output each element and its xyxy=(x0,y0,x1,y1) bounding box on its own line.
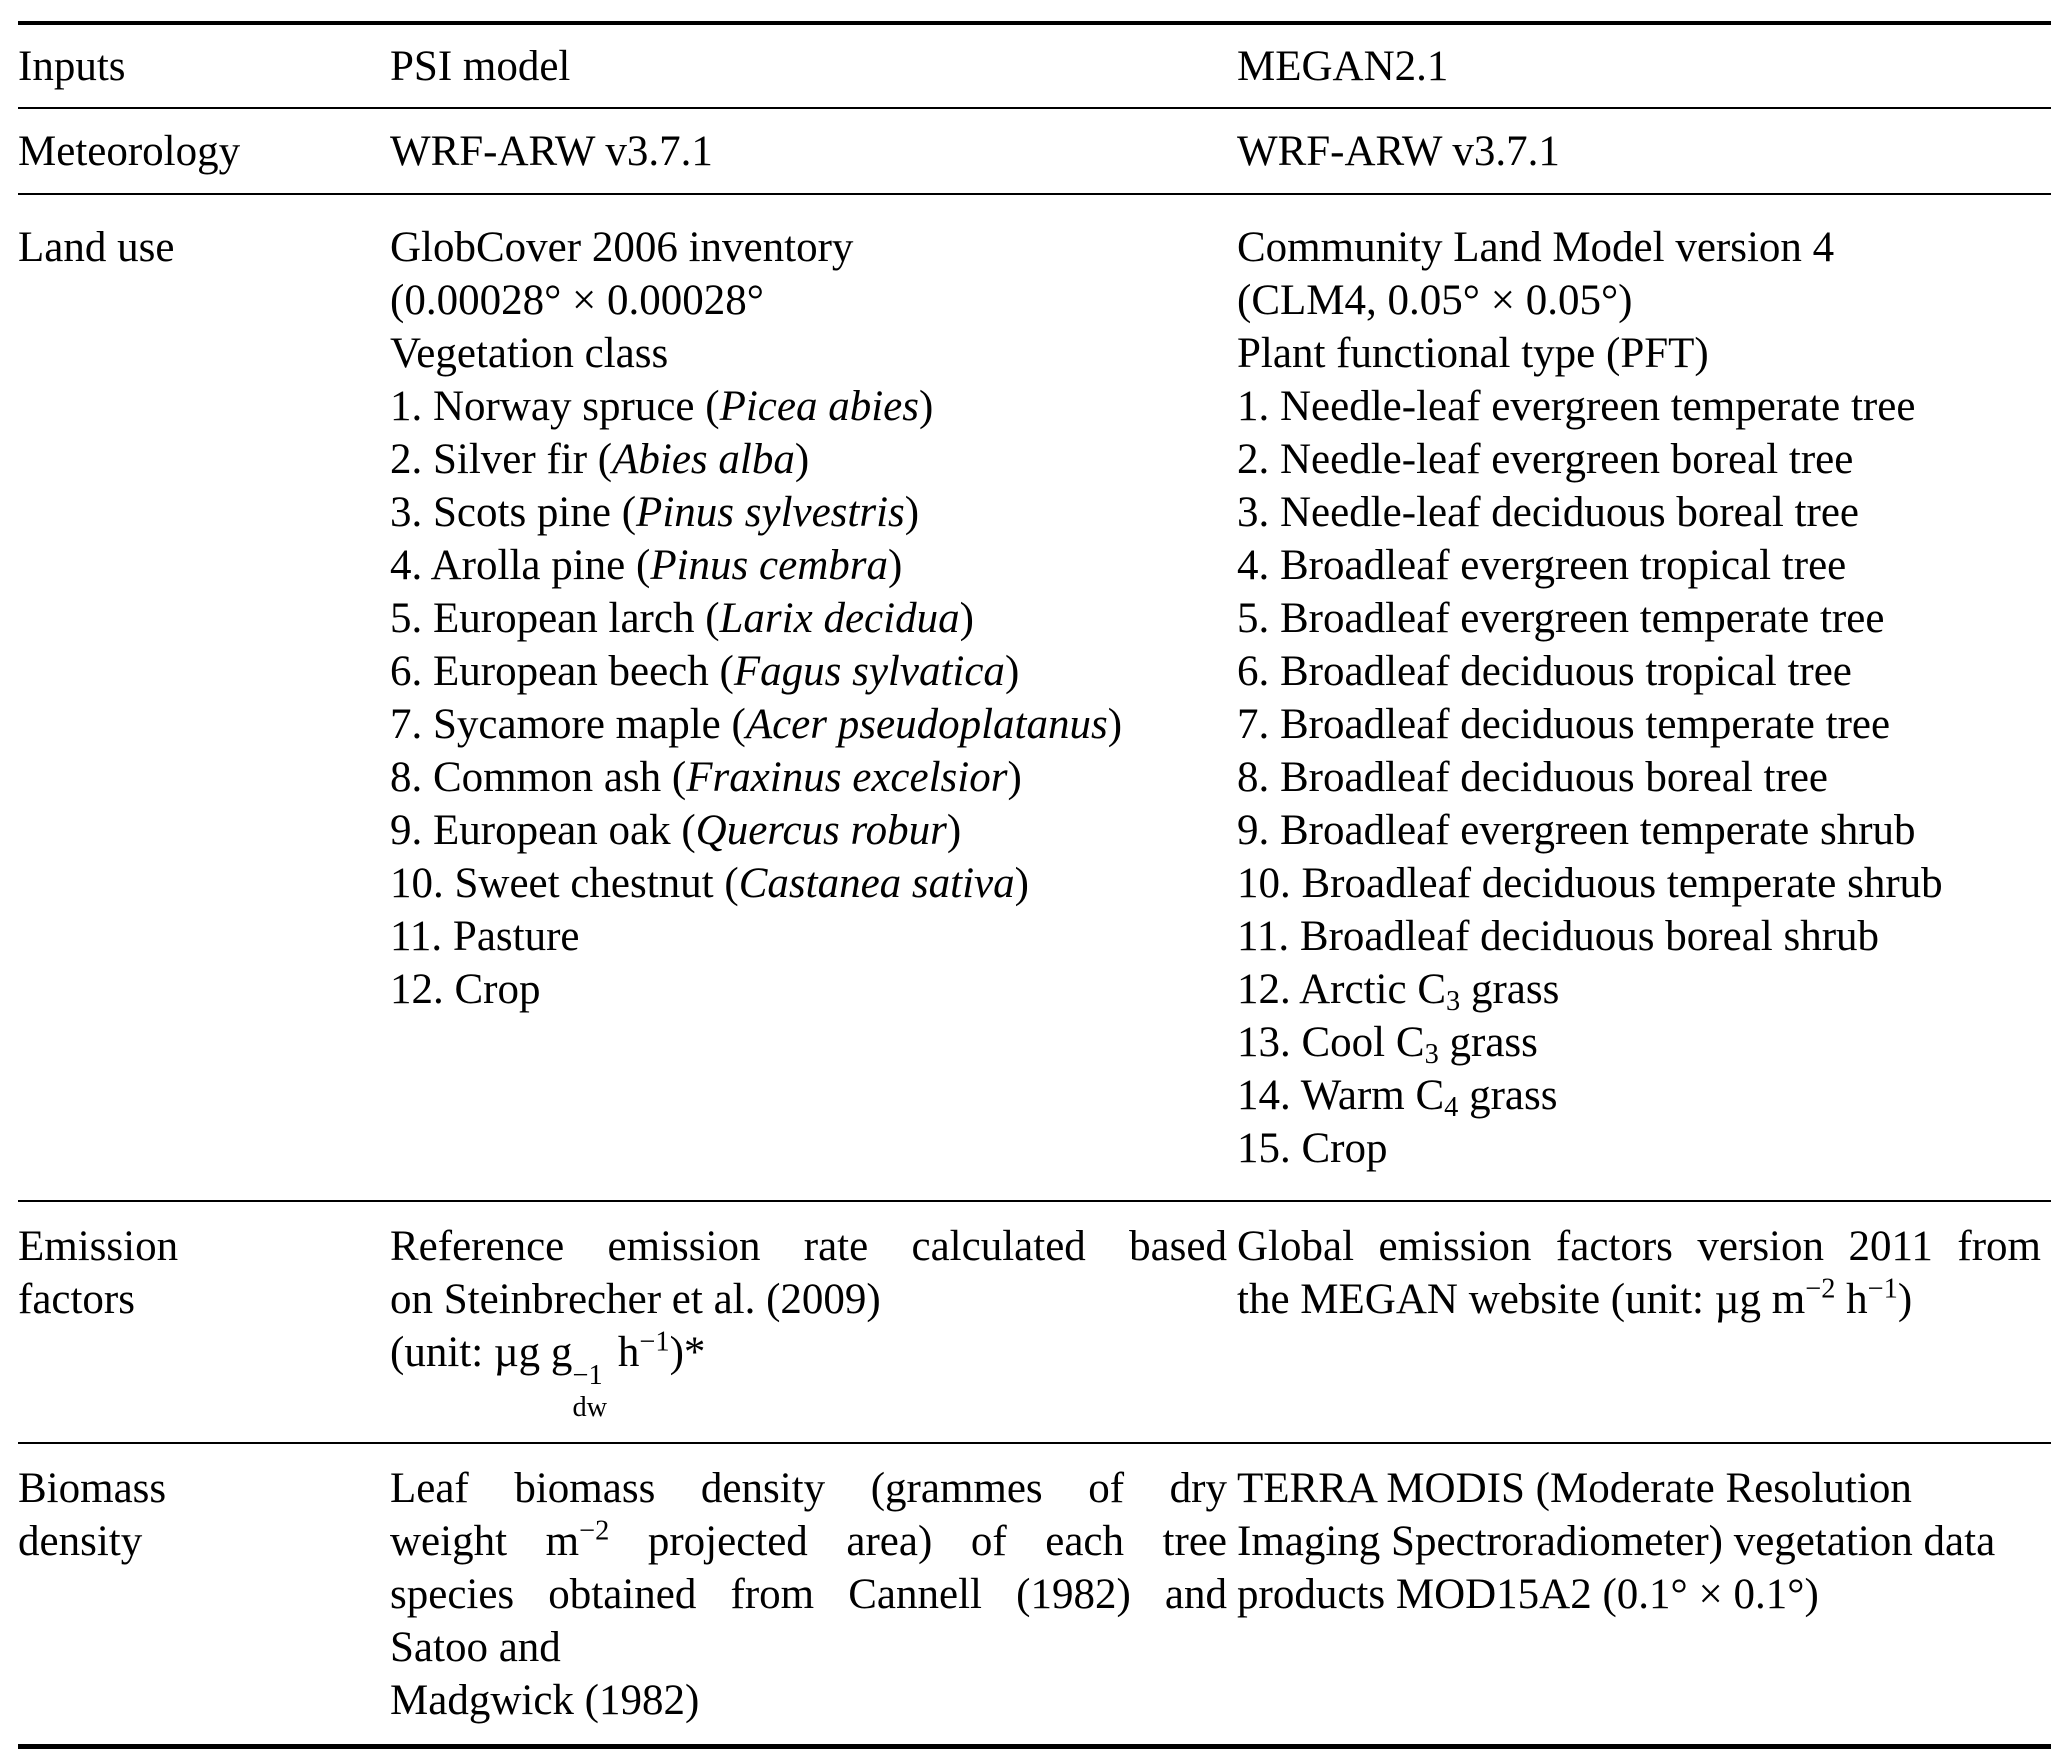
land-use-megan-cell: Community Land Model version 4 (CLM4, 0.05° × 0.05°) Plant functional type (PFT) 1. Needle-leaf evergreen temperate tree 2. Needle-leaf evergreen boreal tree 3. Needle-leaf deciduous boreal tree 4. Broadleaf evergreen tropical tree 5. Broadleaf evergreen temperate tree 6. Broadleaf deciduous tropical tree 7. Broadleaf deciduous temperate tree 8. Broadleaf deciduous boreal tree 9. Broadleaf evergreen temperate shrub 10. Broadleaf deciduous temperate shrub 11. Broadleaf deciduous boreal shrub 12. Arctic $C_3$ grass 13. Cool $C_3$ grass 14. Warm $C_4$ grass 15. Crop xyxy=(1237,224,1943,1172)
column-header-psi-model: PSI model xyxy=(390,43,571,90)
row-land-use xyxy=(18,194,2051,1201)
biomass-density-psi-cell: Leaf biomass density (grammes of dry weight $m^{-2}$ projected area) of each tree species obtained from Cannell (1982) and Satoo and Madgwick (1982) xyxy=(390,1464,1227,1724)
row-label-meteorology: Meteorology xyxy=(18,128,241,175)
meteorology-megan-cell: WRF-ARW v3.7.1 xyxy=(1237,128,1560,175)
meteorology-psi-cell: WRF-ARW v3.7.1 xyxy=(390,128,713,175)
emission-factors-psi-cell: Reference emission rate calculated based on Steinbrecher et al. (2009) (unit: µg g −1 dw $h^{-1})*$ xyxy=(390,1223,1227,1424)
column-header-inputs: Inputs xyxy=(18,43,126,90)
emission-factors-megan-cell: Global emission factors version 2011 from the MEGAN website (unit: µg $m^{-2}$ $h^{-1}$) xyxy=(1237,1223,2041,1323)
header-row xyxy=(18,23,2051,108)
land-use-psi-cell: GlobCover 2006 inventory (0.00028° × 0.00028° Vegetation class 1. Norway spruce (Picea abies) 2. Silver fir (Abies alba) 3. Scots pine (Pinus sylvestris) 4. Arolla pine (Pinus cembra) 5. European larch (Larix decidua) 6. European beech (Fagus sylvatica) 7. Sycamore maple (Acer pseudoplatanus) 8. Common ash (Fraxinus excelsior) 9. European oak (Quercus robur) 10. Sweet chestnut (Castanea sativa) 11. Pasture 12. Crop xyxy=(390,224,1123,1013)
inputs-comparison-table xyxy=(18,21,2051,1749)
column-header-megan: MEGAN2.1 xyxy=(1237,43,1449,90)
row-label-land-use: Land use xyxy=(18,224,175,271)
biomass-density-megan-cell: TERRA MODIS (Moderate Resolution Imaging Spectroradiometer) vegetation data products MOD15A2 (0.1° × 0.1°) xyxy=(1237,1464,1996,1618)
paper-table-page xyxy=(0,21,2067,1732)
row-biomass-density xyxy=(18,1443,2051,1747)
row-meteorology xyxy=(18,108,2051,194)
row-emission-factors xyxy=(18,1201,2051,1443)
row-label-biomass-density: Biomass density xyxy=(18,1464,167,1565)
row-label-emission-factors: Emission factors xyxy=(18,1223,179,1323)
